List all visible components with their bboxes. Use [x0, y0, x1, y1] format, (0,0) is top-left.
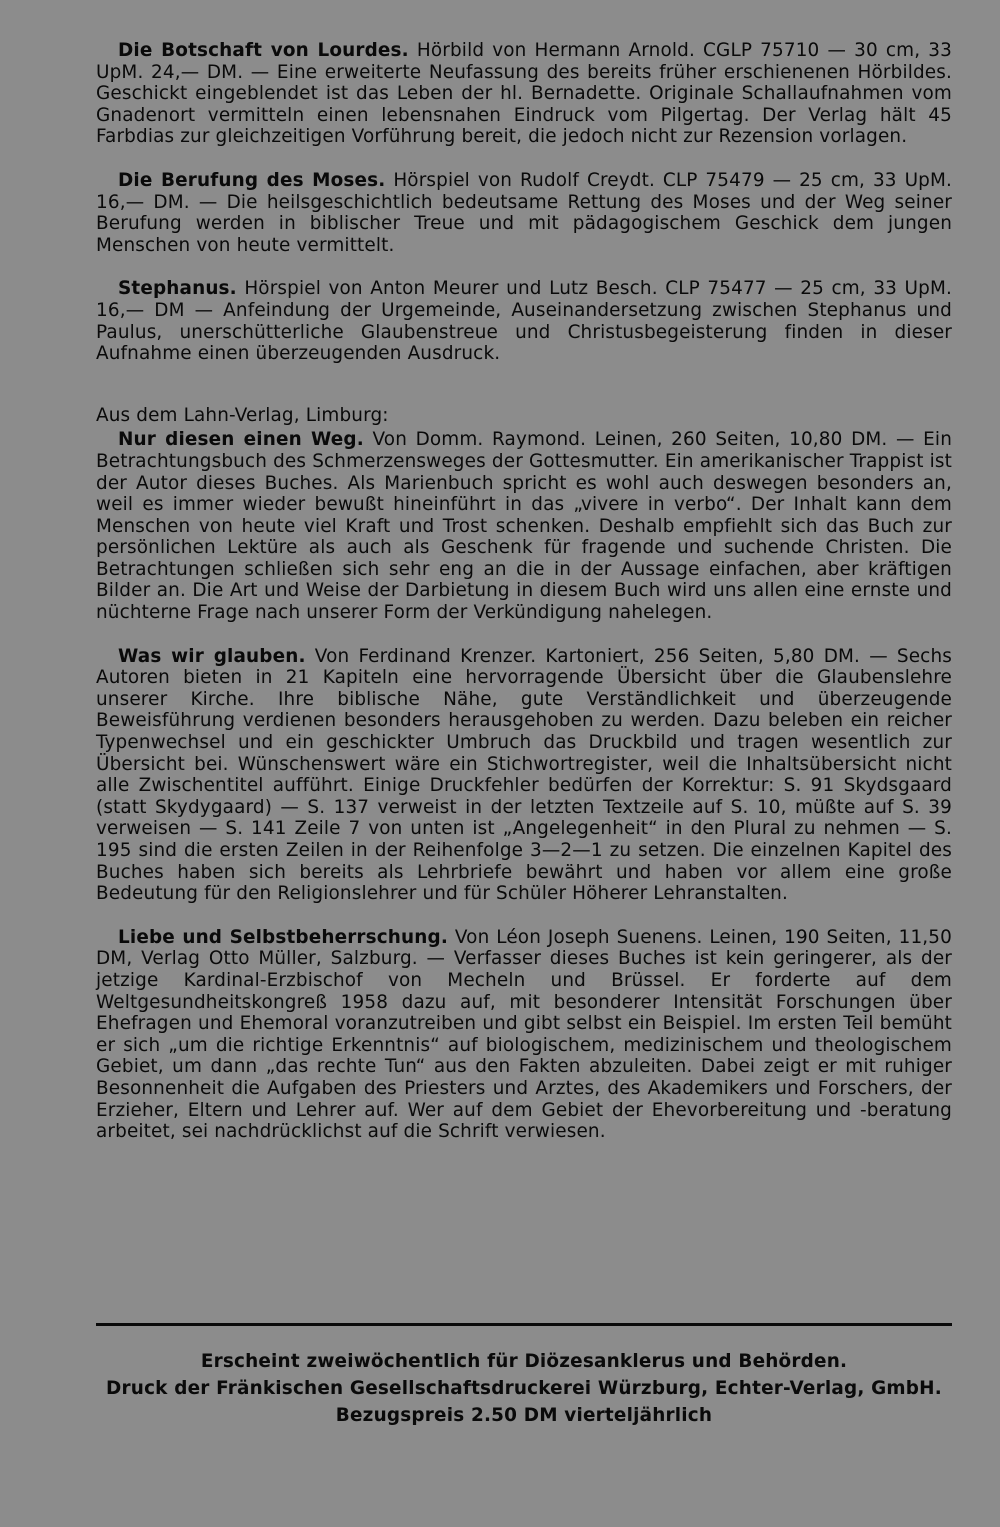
footer-printer: Druck der Fränkischen Gesellschaftsdruckerei Würzburg, Echter-Verlag, GmbH. — [106, 1378, 942, 1399]
review-text: Von Domm. Raymond. Leinen, 260 Seiten, 10,80 DM. — Ein Betrachtungsbuch des Schmerzensweges der Gottesmutter. Ein amerikanischer Trappist ist der Autor dieses Buches. Als Marienbuch spricht es wohl auch deswegen besonders an, weil es immer wieder bewußt hineinführt in das „vivere in verbo“. Der Inhalt kann dem Menschen von heute viel Kraft und Trost schenken. Deshalb empfiehlt sich das Buch zur persönlichen Lektüre als auch als Geschenk für fragende und suchende Christen. Die Betrachtungen schließen sich sehr eng an die in der Aussage einfachen, aber kräftigen Bilder an. Die Art und Weise der Darbietung in diesem Buch wird uns allen eine ernste und nüchterne Frage nach unserer Form der Verkündigung nahelegen. — [96, 429, 952, 624]
review-text: Hörbild von Hermann Arnold. CGLP 75710 — 30 cm, 33 UpM. 24,— DM. — Eine erweiterte Neufassung des bereits früher erschienenen Hörbildes. Geschickt eingeblendet ist das Leben der hl. Bernadette. Originale Schallaufnahmen vom Gnadenort vermitteln einen lebensnahen Eindruck vom Pilgertag. Der Verlag hält 45 Farbdias zur gleichzeitigen Vorführung bereit, die jedoch nicht zur Rezension vorlagen. — [96, 40, 952, 148]
review-entry — [96, 278, 952, 364]
review-text: Von Léon Joseph Suenens. Leinen, 190 Seiten, 11,50 DM, Verlag Otto Müller, Salzburg. — Verfasser dieses Buches ist kein geringerer, als der jetzige Kardinal-Erzbischof von Mecheln und Brüssel. Er forderte auf dem Weltgesundheitskongreß 1958 dazu auf, mit besonderer Intensität Forschungen über Ehefragen und Ehemoral voranzutreiben und gibt selbst ein Beispiel. Im ersten Teil bemüht er sich „um die richtige Erkenntnis“ auf biologischem, medizinischem und theologischem Gebiet, um dann „das rechte Tun“ aus den Fakten abzuleiten. Dabei zeigt er mit ruhiger Besonnenheit die Aufgaben des Priesters und Arztes, des Akademikers und Forschers, der Erzieher, Eltern und Lehrer auf. Wer auf dem Gebiet der Ehevorbereitung und -beratung arbeitet, sei nachdrücklichst auf die Schrift verwiesen. — [96, 926, 953, 1143]
review-title: Stephanus. — [118, 278, 237, 300]
review-entry — [96, 429, 952, 623]
review-text: Hörspiel von Anton Meurer und Lutz Besch. CLP 75477 — 25 cm, 33 UpM. 16,— DM — Anfeindung der Urgemeinde, Auseinandersetzung zwischen Stephanus und Paulus, unerschütterliche Glaubenstreue und Christusbegeisterung finden in dieser Aufnahme einen überzeugenden Ausdruck. — [96, 278, 952, 365]
document-body — [96, 40, 952, 1165]
review-entry — [96, 646, 952, 905]
review-title: Die Berufung des Moses. — [118, 169, 386, 191]
review-title: Nur diesen einen Weg. — [118, 429, 364, 451]
review-title: Liebe und Selbstbeherrschung. — [118, 926, 448, 948]
review-entry — [96, 170, 952, 256]
footer-price: Bezugspreis 2.50 DM vierteljährlich — [335, 1405, 713, 1426]
footer-divider — [96, 1323, 952, 1326]
review-title: Die Botschaft von Lourdes. — [118, 40, 409, 61]
review-text: Von Ferdinand Krenzer. Kartoniert, 256 Seiten, 5,80 DM. — Sechs Autoren bieten in 21 Kapiteln eine hervorragende Übersicht über die Glaubenslehre unserer Kirche. Ihre biblische Nähe, gute Verständlichkeit und überzeugende Beweisführung verdienen besonders herausgehoben zu werden. Dazu beleben ein reicher Typenwechsel und ein geschickter Umbruch das Druckbild und tragen wesentlich zur Übersicht bei. Wünschenswert wäre ein Stichwortregister, weil die Inhaltsübersicht nicht alle Zwischentitel aufführt. Einige Druckfehler bedürfen der Korrektur: S. 91 Skydsgaard (statt Skydygaard) — S. 137 verweist in der letzten Textzeile auf S. 10, müßte auf S. 39 verweisen — S. 141 Zeile 7 von unten ist „Angelegenheit“ in den Plural zu nehmen — S. 195 sind die ersten Zeilen in der Reihenfolge 3—2—1 zu setzen. Die einzelnen Kapitel des Buches haben sich bereits als Lehrbriefe bewährt und haben vor allem eine große Bedeutung für den Religionslehrer und für Schüler Höherer Lehranstalten. — [96, 645, 952, 905]
imprint-footer — [96, 1348, 952, 1429]
review-entry — [96, 40, 952, 148]
review-entry — [96, 927, 952, 1143]
review-title: Was wir glauben. — [118, 645, 306, 667]
publisher-heading: Aus dem Lahn-Verlag, Limburg: — [96, 404, 389, 426]
review-text: Hörspiel von Rudolf Creydt. CLP 75479 — 25 cm, 33 UpM. 16,— DM. — Die heilsgeschichtlich bedeutsame Rettung des Moses und der Weg seiner Berufung werden in biblischer Treue und mit pädagogischem Geschick dem jungen Menschen von heute vermittelt. — [96, 169, 953, 256]
footer-frequency: Erscheint zweiwöchentlich für Diözesanklerus und Behörden. — [200, 1351, 848, 1372]
